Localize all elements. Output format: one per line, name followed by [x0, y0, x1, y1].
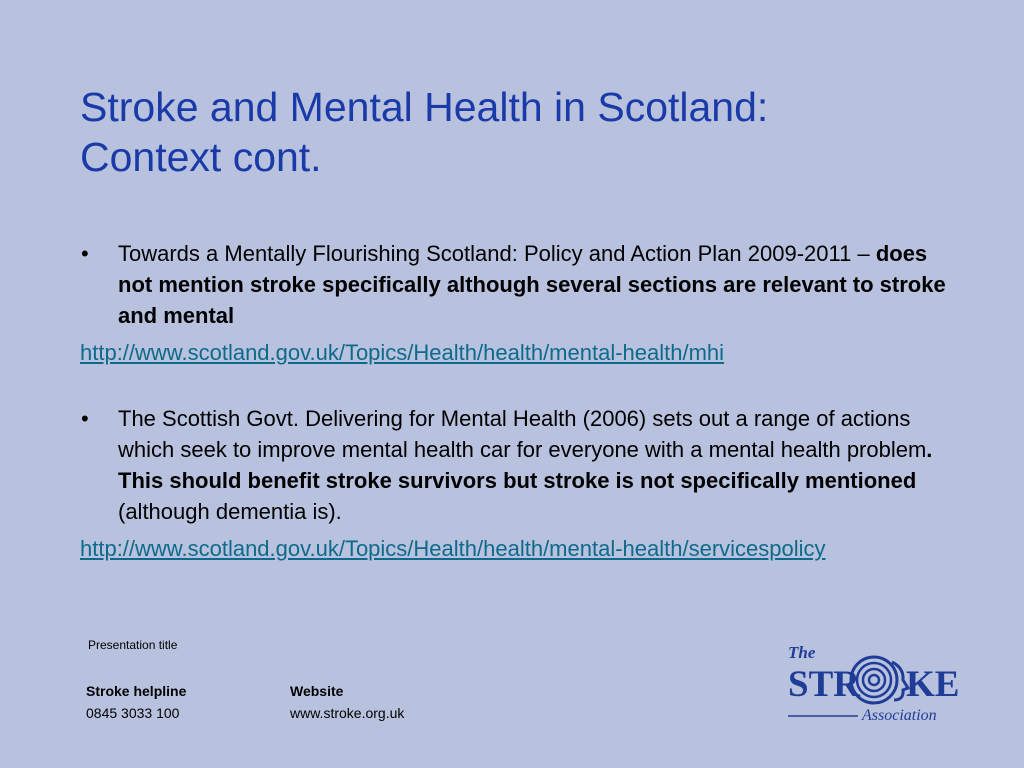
slide-title — [80, 82, 960, 182]
helpline-label: Stroke helpline — [86, 683, 187, 699]
website-label: Website — [290, 683, 344, 699]
slide-body — [80, 238, 950, 564]
bullet-text: The Scottish Govt. Delivering for Mental Health (2006) sets out a range of actions which seek to improve mental health car for everyone with a mental health problem — [118, 406, 927, 462]
helpline-number: 0845 3033 100 — [86, 705, 180, 721]
website-block — [290, 680, 404, 724]
helpline-block — [86, 680, 186, 724]
bullet-text: Towards a Mentally Flourishing Scotland: Policy and Action Plan 2009-2011 – — [118, 241, 876, 266]
presentation-title: Presentation title — [88, 638, 178, 652]
logo-the: The — [788, 643, 816, 662]
bullet-icon: • — [81, 406, 89, 431]
policy-link-servicespolicy[interactable]: http://www.scotland.gov.uk/Topics/Health/health/mental-health/servicespolicy — [80, 536, 826, 561]
bullet-text-tail: (although dementia is). — [118, 499, 342, 524]
title-line-2: Context cont. — [80, 134, 322, 180]
bullet-text-bold: does not mention stroke specifically although several sections are relevant to stroke and mental — [118, 241, 946, 328]
stroke-association-logo — [786, 640, 962, 724]
bullet-item — [80, 403, 950, 527]
website-url: www.stroke.org.uk — [290, 705, 405, 721]
title-line-1: Stroke and Mental Health in Scotland: — [80, 84, 769, 130]
policy-link-mhi[interactable]: http://www.scotland.gov.uk/Topics/Health/health/mental-health/mhi — [80, 340, 725, 365]
logo-association: Association — [862, 707, 937, 724]
bullet-icon: • — [81, 241, 89, 266]
logo-ke: KE — [906, 664, 960, 705]
bullet-text-bold: . This should benefit stroke survivors but stroke is not specifically mentioned — [118, 437, 933, 493]
bullet-item — [80, 238, 950, 331]
logo-str: STR — [788, 664, 860, 705]
